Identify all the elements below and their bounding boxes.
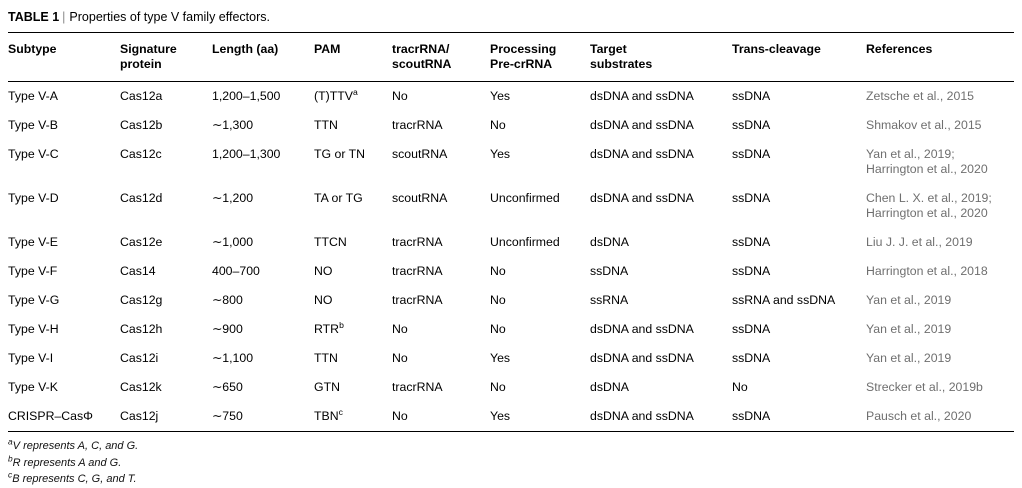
cell-subtype: Type V-E <box>8 235 58 249</box>
cell-processing: Unconfirmed <box>490 235 560 249</box>
cell-targets: ssDNA <box>590 264 629 278</box>
cell-trans-cleavage: ssRNA and ssDNA <box>732 293 836 307</box>
pam-value: RTR <box>314 322 340 336</box>
cell-length: ∼900 <box>212 322 243 336</box>
footnote-text: B represents C, G, and T. <box>12 473 137 485</box>
header-row <box>8 33 1014 81</box>
table-row <box>8 286 1014 315</box>
column-header-signature-protein <box>120 33 212 81</box>
reference-line: Chen L. X. et al., 2019; <box>866 191 992 205</box>
table-row <box>8 111 1014 140</box>
cell-pam <box>314 82 392 111</box>
cell-references <box>866 286 1014 315</box>
cell-length: ∼750 <box>212 409 243 423</box>
table-row <box>8 228 1014 257</box>
footnote-marker: c <box>8 469 13 480</box>
pam-value: (T)TTV <box>314 89 353 103</box>
cell-processing: Yes <box>490 89 511 103</box>
table-row <box>8 140 1014 184</box>
footnote-marker: b <box>8 452 13 463</box>
cell-pam <box>314 140 392 184</box>
header-line-1: Signature <box>120 42 177 56</box>
reference-line: Liu J. J. et al., 2019 <box>866 235 973 249</box>
cell-targets: dsDNA and ssDNA <box>590 118 694 132</box>
cell-rna: No <box>392 351 408 365</box>
cell-trans-cleavage: No <box>732 380 748 394</box>
reference-line: Yan et al., 2019 <box>866 322 952 336</box>
table-caption <box>8 0 1014 32</box>
cell-rna: scoutRNA <box>392 147 448 161</box>
table-label: TABLE 1 <box>8 10 60 24</box>
cell-processing: No <box>490 264 506 278</box>
table-body <box>8 82 1014 431</box>
cell-references <box>866 315 1014 344</box>
header-line-2: scoutRNA <box>392 57 452 71</box>
pam-value: TTN <box>314 118 338 132</box>
cell-processing: No <box>490 118 506 132</box>
reference-line: Shmakov et al., 2015 <box>866 118 982 132</box>
cell-trans-cleavage: ssDNA <box>732 264 771 278</box>
cell-references <box>866 344 1014 373</box>
cell-targets: ssRNA <box>590 293 629 307</box>
cell-targets: dsDNA and ssDNA <box>590 322 694 336</box>
cell-subtype: CRISPR–CasΦ <box>8 409 93 423</box>
cell-rna: tracrRNA <box>392 380 443 394</box>
cell-subtype: Type V-C <box>8 147 59 161</box>
cell-length: 400–700 <box>212 264 260 278</box>
cell-protein: Cas12d <box>120 191 163 205</box>
pam-value: TTN <box>314 351 338 365</box>
table-header <box>8 33 1014 81</box>
cell-trans-cleavage: ssDNA <box>732 89 771 103</box>
header-line-1: tracrRNA/ <box>392 42 450 56</box>
reference-line: Harrington et al., 2018 <box>866 264 988 278</box>
column-header-length <box>212 33 314 81</box>
header-line-1: PAM <box>314 42 341 56</box>
footnote <box>8 471 1014 488</box>
cell-processing: Yes <box>490 409 511 423</box>
cell-subtype: Type V-D <box>8 191 59 205</box>
cell-rna: tracrRNA <box>392 264 443 278</box>
cell-subtype: Type V-B <box>8 118 58 132</box>
cell-rna: tracrRNA <box>392 118 443 132</box>
table-row <box>8 82 1014 111</box>
cell-processing: Yes <box>490 351 511 365</box>
table-title: Properties of type V family effectors. <box>69 10 270 24</box>
cell-references <box>866 184 1014 228</box>
pam-value: NO <box>314 264 333 278</box>
reference-line: Pausch et al., 2020 <box>866 409 972 423</box>
cell-subtype: Type V-K <box>8 380 58 394</box>
pam-value: TG or TN <box>314 147 366 161</box>
cell-subtype: Type V-H <box>8 322 59 336</box>
cell-rna: No <box>392 89 408 103</box>
cell-pam <box>314 286 392 315</box>
cell-pam <box>314 373 392 402</box>
cell-protein: Cas12i <box>120 351 159 365</box>
table-row <box>8 373 1014 402</box>
cell-trans-cleavage: ssDNA <box>732 351 771 365</box>
column-header-pam <box>314 33 392 81</box>
cell-protein: Cas12b <box>120 118 163 132</box>
cell-targets: dsDNA <box>590 380 629 394</box>
cell-pam <box>314 315 392 344</box>
cell-targets: dsDNA and ssDNA <box>590 147 694 161</box>
reference-line: Strecker et al., 2019b <box>866 380 983 394</box>
pam-footnote-marker: a <box>352 86 358 97</box>
header-line-1: Length (aa) <box>212 42 279 56</box>
pam-value: TTCN <box>314 235 347 249</box>
cell-references <box>866 257 1014 286</box>
cell-references <box>866 373 1014 402</box>
cell-subtype: Type V-F <box>8 264 58 278</box>
cell-pam <box>314 257 392 286</box>
properties-table <box>8 33 1014 81</box>
cell-protein: Cas12k <box>120 380 162 394</box>
cell-rna: No <box>392 409 408 423</box>
column-header-subtype <box>8 33 120 81</box>
cell-trans-cleavage: ssDNA <box>732 322 771 336</box>
cell-length: 1,200–1,500 <box>212 89 281 103</box>
cell-rna: No <box>392 322 408 336</box>
cell-processing: Unconfirmed <box>490 191 560 205</box>
cell-processing: No <box>490 380 506 394</box>
cell-targets: dsDNA and ssDNA <box>590 409 694 423</box>
cell-trans-cleavage: ssDNA <box>732 191 771 205</box>
cell-length: 1,200–1,300 <box>212 147 281 161</box>
cell-trans-cleavage: ssDNA <box>732 118 771 132</box>
header-line-1: Trans-cleavage <box>732 42 821 56</box>
cell-pam <box>314 228 392 257</box>
header-line-2: protein <box>120 57 162 71</box>
header-line-2: substrates <box>590 57 653 71</box>
header-line-1: Processing <box>490 42 557 56</box>
header-line-1: Subtype <box>8 42 57 56</box>
reference-line: Yan et al., 2019 <box>866 351 952 365</box>
cell-targets: dsDNA <box>590 235 629 249</box>
cell-rna: tracrRNA <box>392 235 443 249</box>
footnote-text: R represents A and G. <box>12 456 122 469</box>
reference-line: Yan et al., 2019 <box>866 293 952 307</box>
cell-targets: dsDNA and ssDNA <box>590 89 694 103</box>
footnote-text: V represents A, C, and G. <box>12 440 139 452</box>
cell-rna: scoutRNA <box>392 191 448 205</box>
header-line-1: Target <box>590 42 627 56</box>
cell-references <box>866 111 1014 140</box>
cell-protein: Cas12h <box>120 322 163 336</box>
cell-length: ∼1,000 <box>212 235 254 249</box>
cell-length: ∼1,200 <box>212 191 254 205</box>
cell-protein: Cas12e <box>120 235 163 249</box>
caption-separator: | <box>62 10 66 24</box>
cell-pam <box>314 184 392 228</box>
table-row <box>8 184 1014 228</box>
table-row <box>8 402 1014 431</box>
cell-pam <box>314 344 392 373</box>
cell-rna: tracrRNA <box>392 293 443 307</box>
footnote <box>8 438 1014 455</box>
cell-processing: Yes <box>490 147 511 161</box>
table-footnotes <box>8 432 1014 488</box>
properties-table-body <box>8 82 1014 431</box>
cell-trans-cleavage: ssDNA <box>732 235 771 249</box>
cell-protein: Cas14 <box>120 264 156 278</box>
cell-pam <box>314 111 392 140</box>
reference-line: Zetsche et al., 2015 <box>866 89 975 103</box>
cell-processing: No <box>490 293 506 307</box>
cell-references <box>866 228 1014 257</box>
pam-value: NO <box>314 293 333 307</box>
cell-length: ∼1,300 <box>212 118 254 132</box>
cell-pam <box>314 402 392 431</box>
cell-targets: dsDNA and ssDNA <box>590 351 694 365</box>
cell-trans-cleavage: ssDNA <box>732 147 771 161</box>
cell-targets: dsDNA and ssDNA <box>590 191 694 205</box>
table-row <box>8 257 1014 286</box>
table-row <box>8 344 1014 373</box>
pam-footnote-marker: c <box>338 406 343 417</box>
reference-line: Harrington et al., 2020 <box>866 206 988 220</box>
cell-references <box>866 140 1014 184</box>
cell-length: ∼650 <box>212 380 243 394</box>
pam-value: TA or TG <box>314 191 363 205</box>
table-row <box>8 315 1014 344</box>
column-header-tracrrna-scoutrna <box>392 33 490 81</box>
header-line-1: References <box>866 42 933 56</box>
cell-subtype: Type V-A <box>8 89 58 103</box>
cell-protein: Cas12g <box>120 293 163 307</box>
column-header-target-substrates <box>590 33 732 81</box>
pam-footnote-marker: b <box>339 319 344 330</box>
cell-protein: Cas12c <box>120 147 162 161</box>
cell-trans-cleavage: ssDNA <box>732 409 771 423</box>
column-header-processing-pre-crrna <box>490 33 590 81</box>
cell-subtype: Type V-G <box>8 293 60 307</box>
cell-length: ∼800 <box>212 293 243 307</box>
cell-references <box>866 402 1014 431</box>
reference-line: Yan et al., 2019; <box>866 147 955 161</box>
column-header-references <box>866 33 1014 81</box>
reference-line: Harrington et al., 2020 <box>866 162 988 176</box>
column-header-trans-cleavage <box>732 33 866 81</box>
cell-protein: Cas12j <box>120 409 159 423</box>
cell-protein: Cas12a <box>120 89 163 103</box>
pam-value: TBN <box>314 409 339 423</box>
cell-subtype: Type V-I <box>8 351 54 365</box>
cell-length: ∼1,100 <box>212 351 254 365</box>
footnote-marker: a <box>8 436 13 447</box>
cell-processing: No <box>490 322 506 336</box>
cell-references <box>866 82 1014 111</box>
pam-value: GTN <box>314 380 340 394</box>
header-line-2: Pre-crRNA <box>490 57 553 71</box>
